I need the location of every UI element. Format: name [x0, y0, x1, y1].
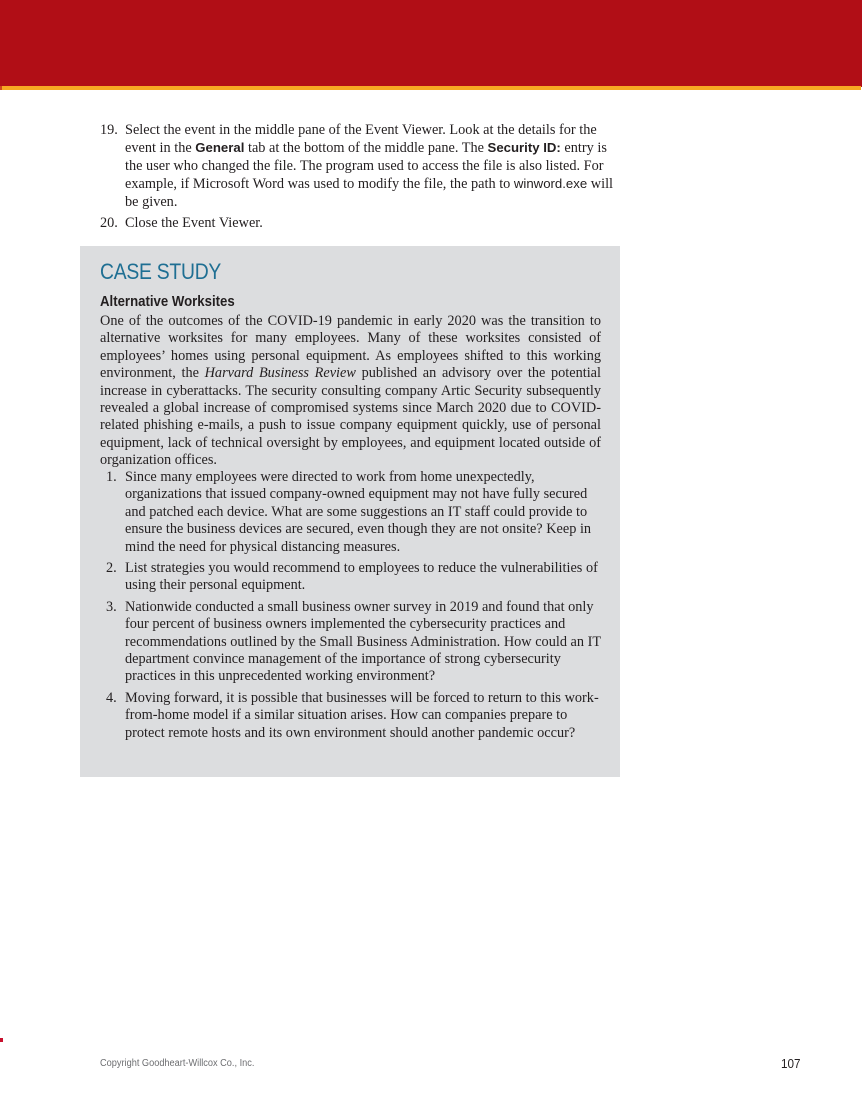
question-number: 1. — [106, 469, 117, 485]
question-number: 3. — [106, 598, 117, 615]
case-study-questions — [106, 469, 601, 746]
question-text: List strategies you would recommend to employees to reduce the vulnerabilities of using their personal equipment. — [125, 560, 598, 594]
step-text: Select the event in the middle pane of the Event Viewer. Look at the details for the event in the General tab at the bottom of the middle pane. The Security ID: entry is the user who changed the file. The program used to access the file is also listed. For example, if Microsoft Word was used to modify the file, the path to winword.exe will be given. — [125, 122, 614, 210]
question-text: Nationwide conducted a small business owner survey in 2019 and found that only four percent of business owners implemented the cybersecurity practices and recommendations outlined by the Small Business Administration. How could an IT department convince management of the importance of strong cybersecurity practices in this unprecedented working environment? — [125, 598, 601, 685]
step-text: Close the Event Viewer. — [125, 215, 263, 232]
step-number: 19. — [100, 122, 118, 138]
header-band — [0, 0, 862, 87]
question-text: Moving forward, it is possible that businesses will be forced to return to this work-from-home model if a similar situation arises. How can companies prepare to protect remote hosts and its own environment should another pandemic occur? — [125, 689, 599, 741]
case-study-subtitle: Alternative Worksites — [100, 293, 235, 310]
case-study-title: CASE STUDY — [100, 259, 222, 284]
question-number: 2. — [106, 560, 117, 577]
question-item — [106, 599, 601, 686]
ui-term-security-id: Security ID: — [487, 140, 561, 156]
question-number: 4. — [106, 689, 117, 706]
case-study-intro: One of the outcomes of the COVID-19 pandemic in early 2020 was the transition to alternative worksites for many employees. Many of these worksites consisted of employees’ homes using personal equipment. As employees shifted to this working environment, the Harvard Business Review published an advisory over the potential increase in cyberattacks. The security consulting company Artic Security subsequently revealed a global increase of compromised systems since March 2020 due to COVID-related phishing e-mails, a push to issue company equipment quickly, use of personal equipment, lack of technical oversight by employees, and equipment located outside of organization offices. — [100, 313, 602, 469]
question-item — [106, 690, 601, 742]
publication-title: Harvard Business Review — [204, 365, 356, 382]
case-study-box — [80, 246, 620, 777]
footer-copyright: Copyright Goodheart-Willcox Co., Inc. — [100, 1058, 255, 1069]
ui-term-general: General — [195, 140, 245, 156]
question-item — [106, 469, 601, 556]
question-text: Since many employees were directed to work from home unexpectedly, organizations that issued company-owned equipment may not have fully secured and patched each device. What are some suggestions an IT staff could provide to ensure the business devices are secured, even though they are not onsite? Keep in mind the need for physical distancing measures. — [125, 469, 592, 555]
step-number: 20. — [100, 215, 118, 232]
crop-mark — [0, 1038, 3, 1042]
filename-winword: winword.exe — [513, 176, 588, 192]
procedure-steps — [100, 122, 620, 236]
question-item — [106, 560, 601, 595]
step-19 — [100, 122, 620, 211]
step-20 — [100, 215, 620, 232]
header-accent-stripe — [2, 86, 861, 90]
page-number: 107 — [781, 1056, 801, 1071]
